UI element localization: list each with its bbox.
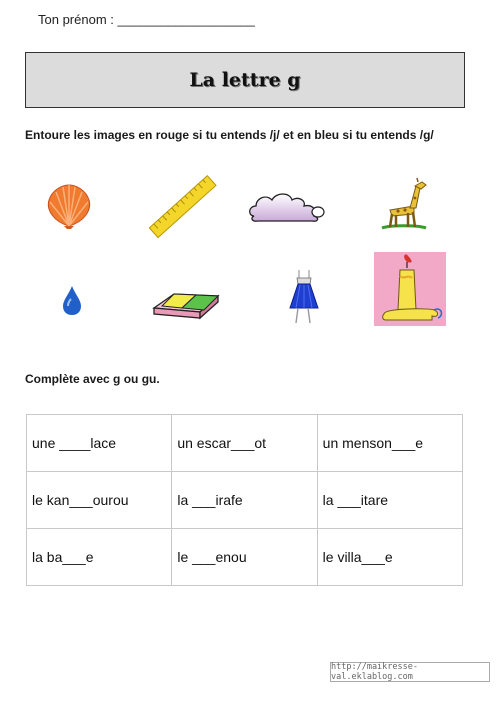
word-cell[interactable]: la ba___e [27,529,172,586]
eraser-icon[interactable] [150,282,222,322]
word-cell[interactable]: la ___itare [317,472,462,529]
word-cell[interactable]: le villa___e [317,529,462,586]
instruction-complete: Complète avec g ou gu. [25,372,160,386]
word-cell[interactable]: un escar___ot [172,415,317,472]
word-cell[interactable]: la ___irafe [172,472,317,529]
word-cell[interactable]: le kan___ourou [27,472,172,529]
giraffe-icon[interactable] [380,176,428,232]
skirt-icon[interactable] [284,268,324,326]
table-row [27,529,463,586]
completion-table [26,414,463,586]
ruler-icon[interactable] [148,174,218,240]
word-cell[interactable]: le ___enou [172,529,317,586]
page-title: La lettre g [189,69,301,91]
table-row [27,415,463,472]
word-cell[interactable]: une ____lace [27,415,172,472]
table-row [27,472,463,529]
shell-icon[interactable] [44,182,94,230]
candle-icon[interactable] [374,252,446,326]
drop-icon[interactable] [61,284,83,316]
instruction-sounds: Entoure les images en rouge si tu entends /j/ et en bleu si tu entends /g/ [25,128,434,142]
title-box [25,52,465,108]
first-name-field[interactable]: Ton prénom : ___________________ [38,12,255,27]
cloud-icon[interactable] [246,188,326,224]
word-cell[interactable]: un menson___e [317,415,462,472]
footer-url: http://maikresse-val.eklablog.com [330,662,490,682]
